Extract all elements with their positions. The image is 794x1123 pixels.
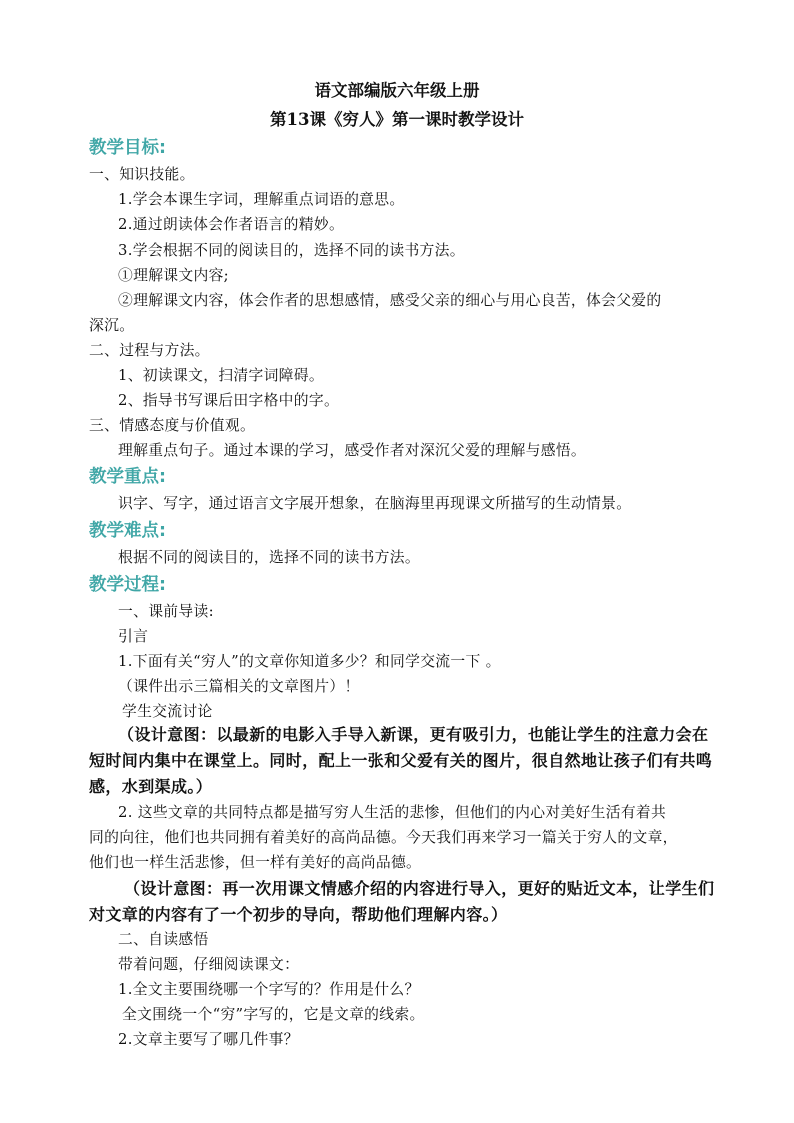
key-points-text: 识字、写字，通过语言文字展开想象，在脑海里再现课文所描写的生动情景。 [118, 495, 632, 512]
design-intent-1-line3: 感，水到渠成。） [89, 777, 213, 796]
document-title-line1: 语文部编版六年级上册 [314, 81, 480, 100]
process-1-question-2-line3: 他们也一样生活悲惨，但一样有美好的高尚品德。 [89, 854, 422, 871]
process-1-question-1-note: （课件出示三篇相关的文章图片）！ [118, 678, 360, 695]
goal-1-item-3b-line1: ②理解课文内容，体会作者的思想感情，感受父亲的细心与用心良苦，体会父爱的 [118, 292, 662, 309]
process-2-question-2: 2.文章主要写了哪几件事？ [118, 1031, 299, 1048]
goal-1-item-3b-line2: 深沉。 [89, 317, 135, 334]
process-1-question-1: 1.下面有关“穷人”的文章你知道多少？和同学交流一下 。 [118, 653, 501, 670]
goal-2-item-1: 1、初读课文，扫清字词障碍。 [118, 367, 324, 384]
section-heading-key-points: 教学重点: [89, 467, 166, 487]
goal-1-item-2: 2.通过朗读体会作者语言的精妙。 [118, 216, 345, 233]
document-title-line2: 第13课《穷人》第一课时教学设计 [270, 110, 524, 129]
process-1-question-2-line1: 2. 这些文章的共同特点都是描写穷人生活的悲惨，但他们的内心对美好生活有着共 [118, 804, 667, 821]
process-2-heading: 二、自读感悟 [118, 931, 209, 948]
process-1-heading: 一、课前导读: [118, 603, 214, 620]
design-intent-2-line1: （设计意图：再一次用课文情感介绍的内容进行导入，更好的贴近文本，让学生们 [124, 879, 715, 898]
section-heading-process: 教学过程: [89, 575, 166, 595]
goal-2-heading: 二、过程与方法。 [89, 342, 210, 359]
process-2-question-1: 1.全文主要围绕哪一个字写的？作用是什么？ [118, 981, 420, 998]
design-intent-1-line1: （设计意图：以最新的电影入手导入新课，更有吸引力，也能让学生的注意力会在 [118, 725, 709, 744]
process-1-question-2-line2: 同的向往，他们也共同拥有着美好的高尚品德。今天我们再来学习一篇关于穷人的文章， [89, 829, 678, 846]
goal-3-text: 理解重点句子。通过本课的学习，感受作者对深沉父爱的理解与感悟。 [118, 442, 587, 459]
goal-3-heading: 三、情感态度与价值观。 [89, 417, 256, 434]
process-1-intro: 引言 [118, 628, 149, 645]
section-heading-difficulties: 教学难点: [89, 521, 166, 541]
process-2-intro: 带着问题，仔细阅读课文： [118, 956, 300, 973]
difficulties-text: 根据不同的阅读目的，选择不同的读书方法。 [118, 549, 420, 566]
process-2-answer-1: 全文围绕一个“穷”字写的，它是文章的线索。 [122, 1006, 425, 1023]
section-heading-goals: 教学目标: [89, 138, 166, 158]
goal-1-heading: 一、知识技能。 [89, 166, 195, 183]
goal-1-item-1: 1.学会本课生字词，理解重点词语的意思。 [118, 191, 405, 208]
design-intent-1-line2: 短时间内集中在课堂上。同时，配上一张和父爱有关的图片，很自然地让孩子们有共鸣 [89, 751, 713, 770]
goal-2-item-2: 2、指导书写课后田字格中的字。 [118, 392, 340, 409]
goal-1-item-3a: ①理解课文内容; [118, 267, 229, 284]
goal-1-item-3: 3.学会根据不同的阅读目的，选择不同的读书方法。 [118, 242, 465, 259]
process-1-discussion: 学生交流讨论 [122, 703, 213, 720]
design-intent-2-line2: 对文章的内容有了一个初步的导向，帮助他们理解内容。） [89, 905, 508, 924]
